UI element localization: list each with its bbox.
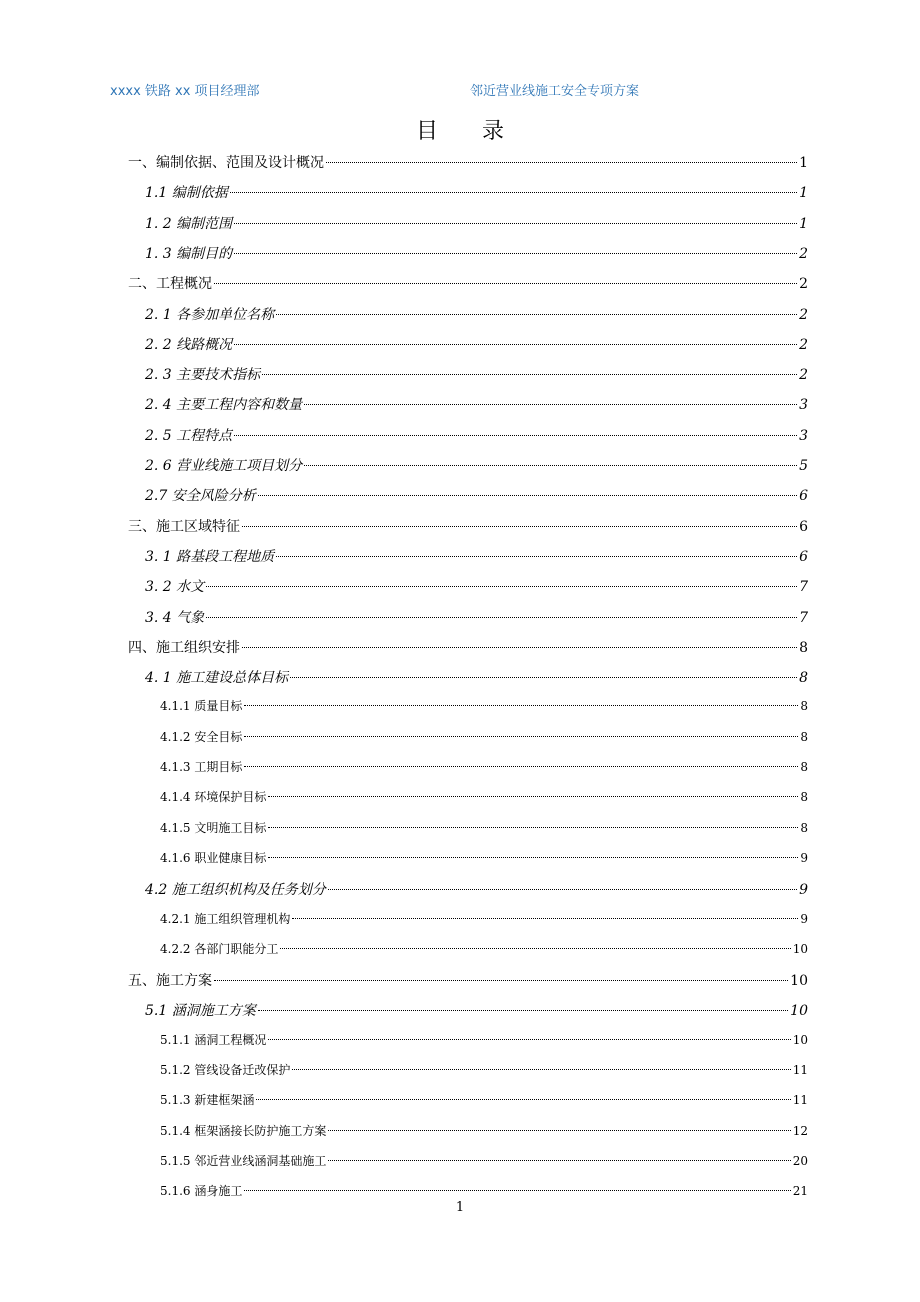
toc-entry-page: 2 <box>799 336 808 353</box>
toc-entry[interactable] <box>160 849 808 871</box>
toc-entry-title: 5.1.4 框架涵接长防护施工方案 <box>160 1123 327 1138</box>
toc-entry-title: 一、编制依据、范围及设计概况 <box>128 155 324 171</box>
toc-entry-title: 2. 6 营业线施工项目划分 <box>145 458 303 474</box>
toc-entry-title: 2. 3 主要技术指标 <box>145 367 261 384</box>
toc-dot-leader <box>280 948 790 949</box>
toc-entry-page: 3 <box>799 427 808 444</box>
toc-entry-title: 5.1.1 涵洞工程概况 <box>160 1032 267 1047</box>
toc-entry[interactable] <box>128 970 808 992</box>
toc-entry[interactable] <box>160 758 808 780</box>
toc-entry-page: 10 <box>792 1032 808 1047</box>
toc-entry[interactable] <box>160 1061 808 1083</box>
toc-entry-title: 4.2 施工组织机构及任务划分 <box>145 882 326 899</box>
toc-dot-leader <box>304 465 797 466</box>
toc-entry-title: 4.2.2 各部门职能分工 <box>160 941 279 956</box>
toc-dot-leader <box>328 1130 790 1131</box>
toc-entry-page: 8 <box>800 729 808 744</box>
toc-entry[interactable] <box>160 1091 808 1113</box>
toc-dot-leader <box>234 435 797 436</box>
toc-dot-leader <box>328 1160 790 1161</box>
header-right-doc-title: 邻近营业线施工安全专项方案 <box>470 84 640 99</box>
toc-dot-leader <box>244 766 798 767</box>
toc-entry-page: 8 <box>800 820 808 835</box>
toc-entry-page: 2 <box>799 306 808 323</box>
toc-entry-title: 4.1.1 质量目标 <box>160 699 243 714</box>
toc-entry-page: 9 <box>800 850 808 865</box>
toc-entry[interactable] <box>160 910 808 932</box>
toc-entry-page: 21 <box>792 1184 808 1199</box>
toc-entry-page: 3 <box>799 397 808 414</box>
toc-dot-leader <box>244 705 798 706</box>
toc-entry[interactable] <box>145 1000 808 1022</box>
toc-dot-leader <box>206 586 797 587</box>
toc-dot-leader <box>244 1190 790 1191</box>
toc-entry[interactable] <box>145 425 808 447</box>
toc-entry-title: 4.1.5 文明施工目标 <box>160 820 267 835</box>
toc-entry[interactable] <box>145 607 808 629</box>
toc-entry-page: 2 <box>799 276 808 293</box>
toc-dot-leader <box>262 374 797 375</box>
toc-entry[interactable] <box>145 485 808 507</box>
page-number: 1 <box>455 1200 465 1215</box>
toc-entry-title: 4.1.4 环境保护目标 <box>160 790 267 805</box>
toc-entry-title: 5.1 涵洞施工方案 <box>145 1003 256 1020</box>
toc-dot-leader <box>214 283 797 284</box>
toc-entry-title: 4. 1 施工建设总体目标 <box>145 670 289 687</box>
toc-entry-title: 4.1.3 工期目标 <box>160 760 243 774</box>
toc-dot-leader <box>256 1099 790 1100</box>
toc-dot-leader <box>328 889 797 890</box>
toc-entry[interactable] <box>145 455 808 477</box>
toc-dot-leader <box>276 314 797 315</box>
toc-entry[interactable] <box>145 182 808 204</box>
toc-entry[interactable] <box>160 697 808 719</box>
toc-entry-page: 8 <box>800 699 808 714</box>
header-left-unit: xxxx 铁路 xx 项目经理部 <box>110 84 260 99</box>
toc-entry-page: 9 <box>800 911 808 926</box>
toc-entry[interactable] <box>145 334 808 356</box>
toc-entry-page: 6 <box>799 548 808 565</box>
toc-entry[interactable] <box>160 940 808 962</box>
toc-dot-leader <box>234 253 797 254</box>
toc-entry-page: 8 <box>800 790 808 805</box>
toc-dot-leader <box>268 857 798 858</box>
toc-entry-title: 2. 5 工程特点 <box>145 427 233 444</box>
toc-entry-title: 1. 2 编制范围 <box>145 215 233 232</box>
toc-entry-page: 1 <box>799 185 808 202</box>
toc-entry[interactable] <box>145 304 808 326</box>
toc-dot-leader <box>234 223 797 224</box>
toc-dot-leader <box>268 1039 790 1040</box>
toc-entry[interactable] <box>160 1122 808 1144</box>
toc-entry[interactable] <box>145 546 808 568</box>
toc-entry-page: 6 <box>799 518 808 535</box>
toc-entry-page: 8 <box>799 639 808 656</box>
toc-entry-page: 7 <box>799 609 808 626</box>
toc-entry-title: 四、施工组织安排 <box>128 639 240 656</box>
toc-dot-leader <box>276 556 797 557</box>
toc-entry[interactable] <box>160 788 808 810</box>
toc-entry-title: 5.1.2 管线设备迁改保护 <box>160 1063 291 1077</box>
toc-entry-title: 5.1.3 新建框架涵 <box>160 1093 255 1108</box>
toc-entry-page: 10 <box>790 973 808 990</box>
toc-entry-title: 3. 4 气象 <box>145 609 205 626</box>
toc-entry-title: 4.1.6 职业健康目标 <box>160 850 267 865</box>
toc-dot-leader <box>304 404 797 405</box>
toc-dot-leader <box>326 162 797 163</box>
toc-entry-page: 8 <box>799 670 808 687</box>
toc-entry-page: 11 <box>792 1063 808 1077</box>
toc-entry[interactable] <box>145 879 808 901</box>
toc-entry[interactable] <box>145 576 808 598</box>
toc-dot-leader <box>268 827 798 828</box>
toc-dot-leader <box>230 192 797 193</box>
toc-entry-page: 5 <box>799 458 808 474</box>
toc-entry-page: 7 <box>799 579 808 596</box>
toc-dot-leader <box>206 617 797 618</box>
toc-entry[interactable] <box>128 637 808 659</box>
toc-dot-leader <box>268 796 798 797</box>
toc-dot-leader <box>244 736 798 737</box>
toc-entry-page: 8 <box>800 760 808 774</box>
toc-entry-page: 6 <box>799 488 808 505</box>
toc-entry-title: 1.1 编制依据 <box>145 185 228 202</box>
toc-entry-title: 三、施工区域特征 <box>128 518 240 535</box>
toc-entry-title: 五、施工方案 <box>128 973 212 990</box>
toc-entry-title: 4.2.1 施工组织管理机构 <box>160 911 291 926</box>
toc-entry[interactable] <box>128 516 808 538</box>
toc-entry-page: 11 <box>792 1093 808 1108</box>
toc-entry[interactable] <box>145 394 808 416</box>
toc-dot-leader <box>258 1010 788 1011</box>
toc-entry-page: 1 <box>799 155 808 171</box>
toc-entry-title: 3. 2 水文 <box>145 579 205 596</box>
toc-entry-title: 2. 4 主要工程内容和数量 <box>145 397 303 414</box>
toc-entry-page: 20 <box>792 1153 808 1168</box>
toc-entry-page: 2 <box>799 245 808 262</box>
toc-entry-title: 2.7 安全风险分析 <box>145 488 256 505</box>
toc-dot-leader <box>292 918 798 919</box>
toc-entry-title: 二、工程概况 <box>128 276 212 293</box>
page-title: 目录 <box>415 119 548 144</box>
toc-entry[interactable] <box>160 819 808 841</box>
toc-entry[interactable] <box>145 667 808 689</box>
toc-entry-title: 5.1.6 涵身施工 <box>160 1184 243 1199</box>
toc-entry-title: 1. 3 编制目的 <box>145 245 233 262</box>
toc-dot-leader <box>234 344 797 345</box>
toc-dot-leader <box>214 980 788 981</box>
toc-dot-leader <box>242 647 797 648</box>
toc-dot-leader <box>292 1069 790 1070</box>
toc-entry-page: 12 <box>792 1123 808 1138</box>
toc-dot-leader <box>242 526 797 527</box>
toc-entry[interactable] <box>128 273 808 295</box>
toc-entry-page: 10 <box>790 1003 808 1020</box>
toc-entry[interactable] <box>160 728 808 750</box>
toc-entry-title: 2. 2 线路概况 <box>145 336 233 353</box>
toc-entry-page: 9 <box>799 882 808 899</box>
toc-entry-title: 4.1.2 安全目标 <box>160 729 243 744</box>
toc-entry[interactable] <box>160 1031 808 1053</box>
toc-dot-leader <box>290 677 797 678</box>
toc-entry[interactable] <box>128 152 808 174</box>
toc-entry[interactable] <box>160 1152 808 1174</box>
toc-entry-page: 10 <box>792 941 808 956</box>
toc-entry-title: 3. 1 路基段工程地质 <box>145 548 275 565</box>
toc-entry-title: 2. 1 各参加单位名称 <box>145 306 275 323</box>
toc-dot-leader <box>258 495 797 496</box>
toc-entry-page: 2 <box>799 367 808 384</box>
toc-entry[interactable] <box>145 243 808 265</box>
toc-entry-title: 5.1.5 邻近营业线涵洞基础施工 <box>160 1153 327 1168</box>
toc-entry[interactable] <box>145 213 808 235</box>
toc-entry[interactable] <box>145 364 808 386</box>
toc-entry-page: 1 <box>799 215 808 232</box>
